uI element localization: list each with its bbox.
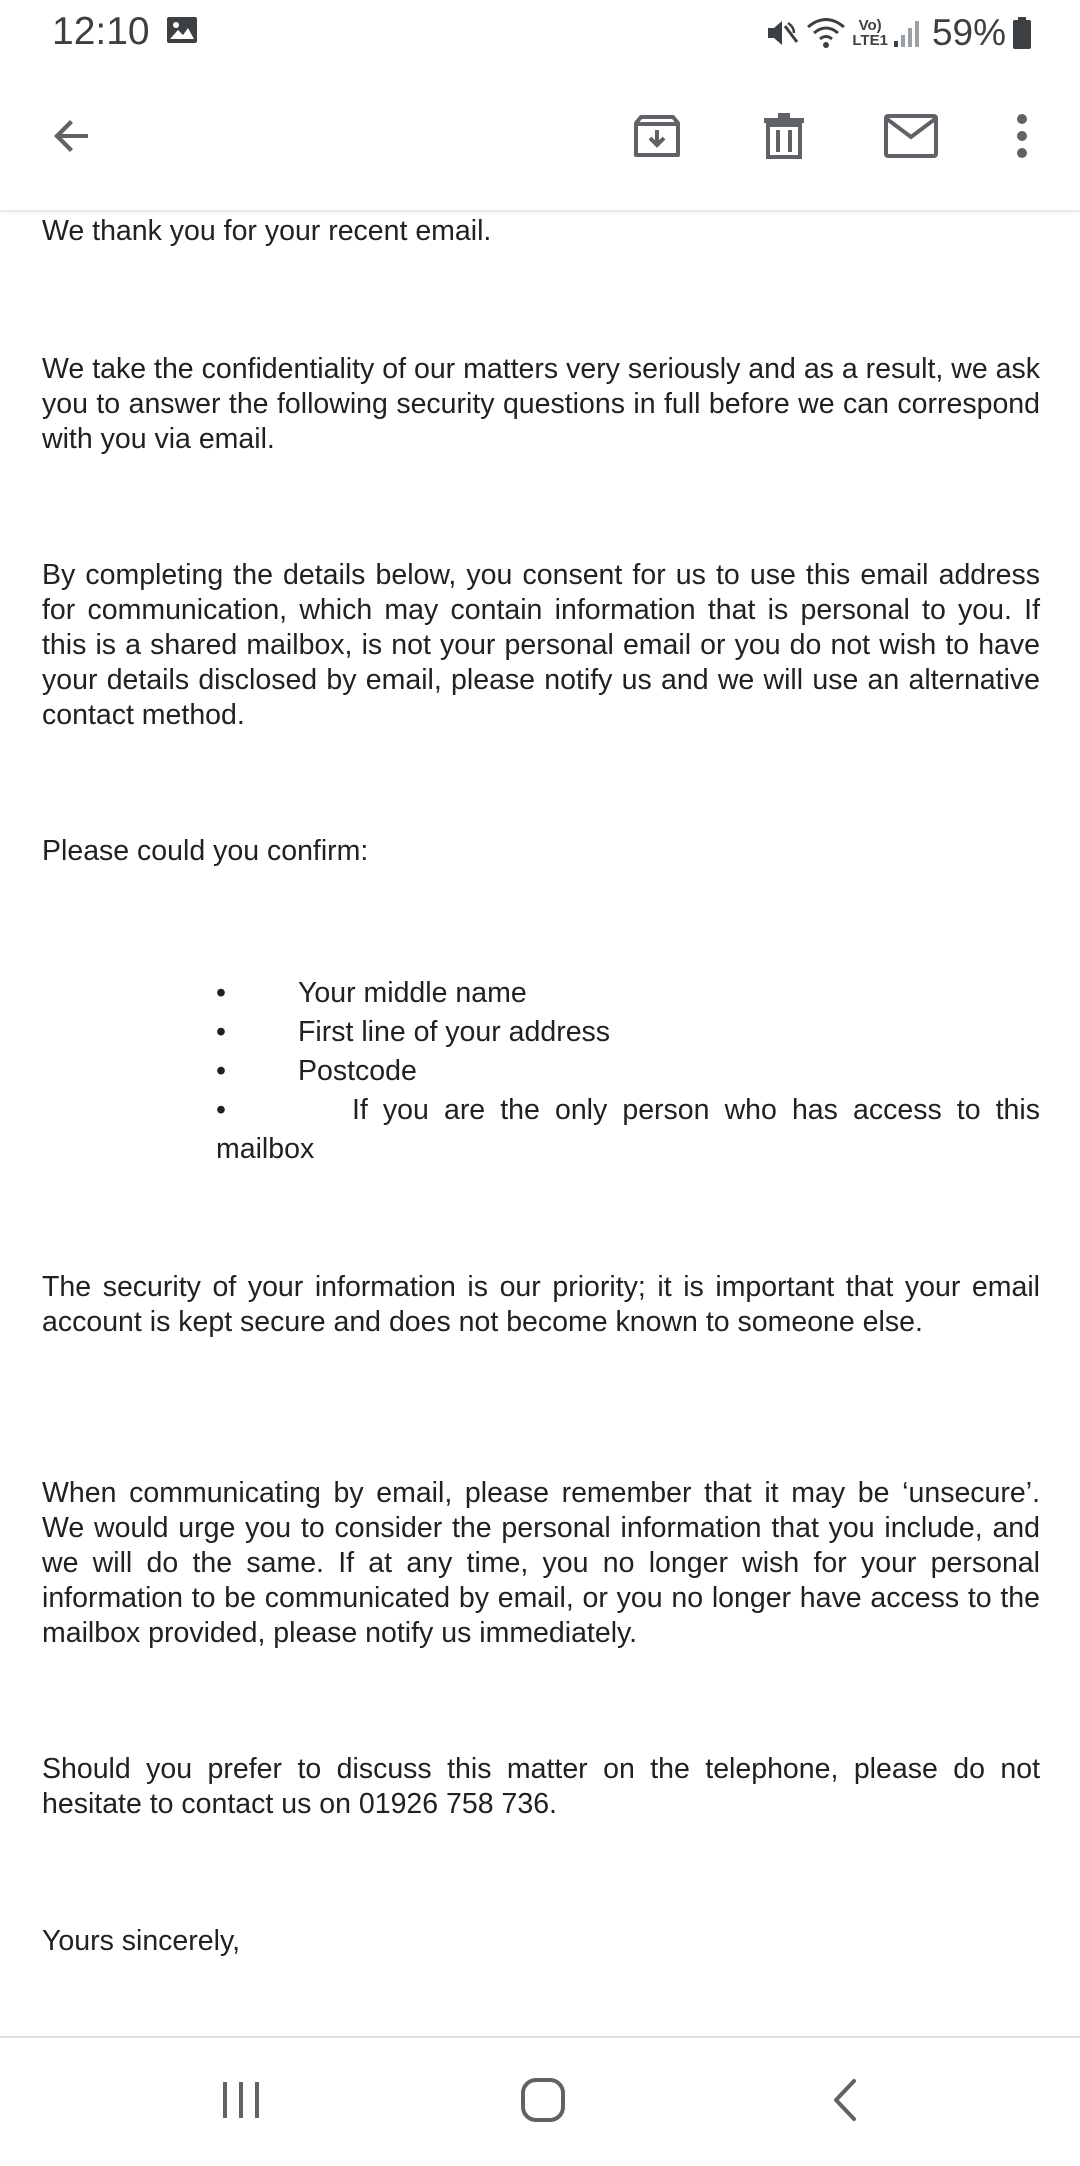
gallery-icon xyxy=(166,16,198,44)
back-arrow-icon xyxy=(48,112,96,165)
home-icon xyxy=(520,2077,566,2128)
list-item xyxy=(216,1013,1040,1052)
mark-unread-icon xyxy=(883,113,939,164)
lte-label: LTE1 xyxy=(852,32,888,49)
delete-button[interactable] xyxy=(748,102,820,174)
signoff: Yours sincerely, xyxy=(42,1925,241,1957)
delete-icon xyxy=(761,111,807,166)
archive-icon xyxy=(632,111,682,166)
more-vert-icon xyxy=(1014,113,1030,164)
volte-lte-label xyxy=(852,18,888,48)
security-questions-list xyxy=(216,974,1040,1169)
question-text: If you are the only person who has access to this mailbox xyxy=(216,1094,1040,1165)
battery-percent: 59% xyxy=(931,12,1006,53)
back-button[interactable] xyxy=(36,102,108,174)
nav-back-icon xyxy=(830,2077,860,2128)
more-options-button[interactable] xyxy=(986,102,1058,174)
mute-icon xyxy=(764,15,800,51)
mark-unread-button[interactable] xyxy=(875,102,947,174)
security-paragraph: The security of your information is our priority; it is important that your email account is kept secure and does not become known to someone else. xyxy=(42,1271,1040,1338)
bullet: • xyxy=(216,1094,226,1126)
archive-button[interactable] xyxy=(621,102,693,174)
bullet: • xyxy=(216,1055,226,1087)
recents-button[interactable] xyxy=(196,2062,286,2142)
confirm-prompt: Please could you confirm: xyxy=(42,835,369,867)
question-text: First line of your address xyxy=(298,1016,611,1048)
home-button[interactable] xyxy=(498,2062,588,2142)
confidentiality-paragraph: We take the confidentiality of our matters very seriously and as a result, we ask you to answer the following security questions in full before we can correspond with you via email. xyxy=(42,353,1040,455)
telephone-paragraph: Should you prefer to discuss this matter on the telephone, please do not hesitate to contact us on 01926 758 736. xyxy=(42,1753,1040,1820)
status-bar xyxy=(0,0,1080,66)
bullet: • xyxy=(216,977,226,1009)
greeting-paragraph: We thank you for your recent email. xyxy=(42,215,492,247)
bullet: • xyxy=(216,1016,226,1048)
question-text: Your middle name xyxy=(298,977,527,1009)
list-item xyxy=(216,974,1040,1013)
question-text: Postcode xyxy=(298,1055,417,1087)
status-indicators xyxy=(764,8,1032,58)
consent-paragraph: By completing the details below, you consent for us to use this email address for communication, which may contain information that is personal to you. If this is a shared mailbox, is not your personal email or you do not wish to have your details disclosed by email, please notify us and we will use an alternative contact method. xyxy=(42,559,1040,731)
list-item xyxy=(216,1052,1040,1091)
unsecure-paragraph: When communicating by email, please remember that it may be ‘unsecure’. We would urge you to consider the personal information that you include, and we will do the same. If at any time, you no longer wish for your personal information to be communicated by email, or you no longer have access to the mailbox provided, please notify us immediately. xyxy=(42,1477,1040,1649)
volte-label: Vo) xyxy=(858,17,882,34)
wifi-icon xyxy=(806,16,846,50)
recents-icon xyxy=(219,2078,263,2127)
system-nav-bar xyxy=(0,2036,1080,2166)
battery-icon xyxy=(1012,16,1032,50)
signal-icon xyxy=(892,17,922,49)
email-toolbar xyxy=(0,66,1080,210)
status-time: 12:10 xyxy=(52,10,150,53)
list-item xyxy=(216,1091,1040,1169)
nav-back-button[interactable] xyxy=(800,2062,890,2142)
